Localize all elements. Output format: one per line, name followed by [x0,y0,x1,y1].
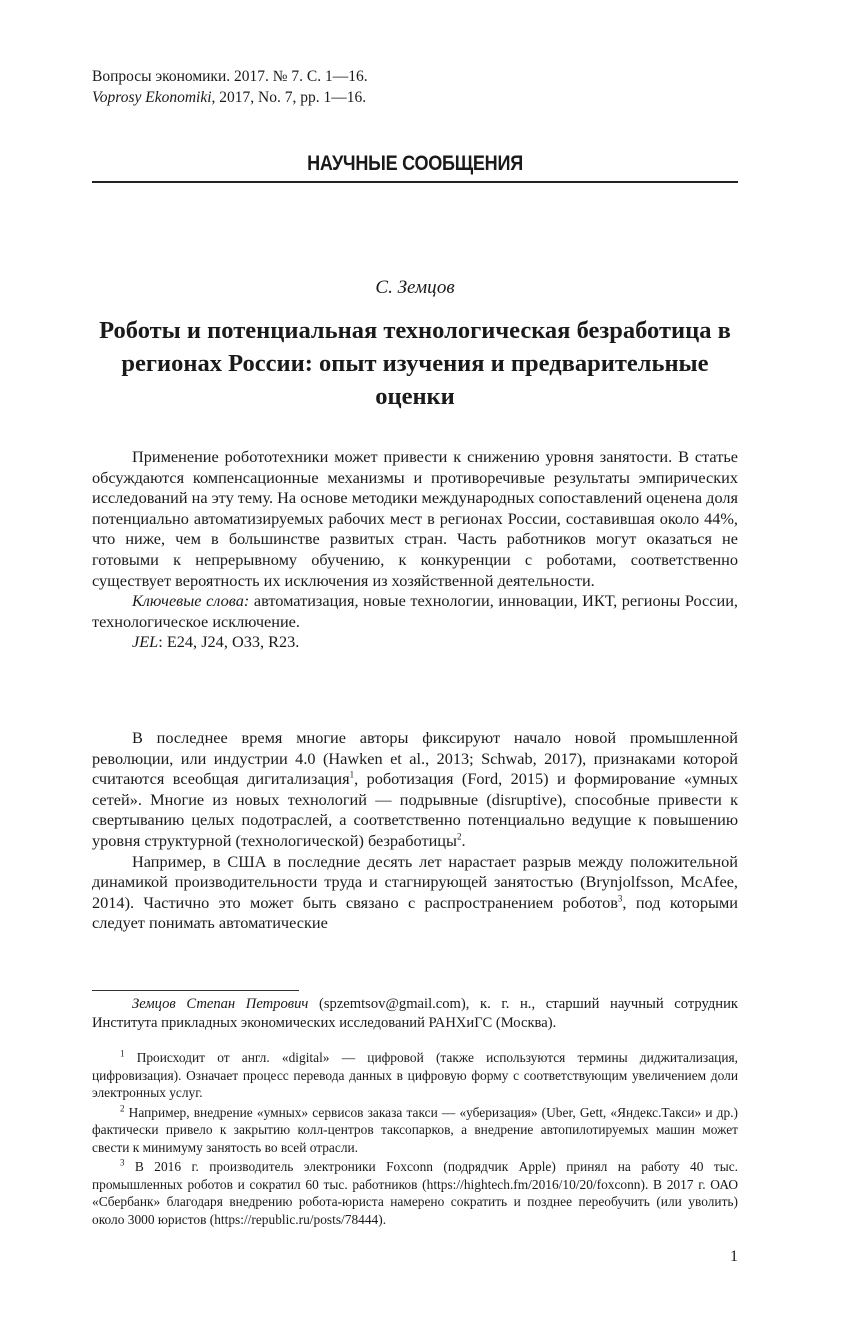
footnote-ref-3[interactable]: 3 [617,893,623,904]
footnote-text: В 2016 г. производитель электроники Foxconn (подрядчик Apple) принял на работу 40 тыс. промышленных роботов и сократил 60 тыс. работников (https://hightech.fm/2016/10/20/foxconn). В 2017 г. ОАО «Сбербанк» благодаря внедрению робота-юриста намерено сократить и позднее переобучить (или уволить) около 3000 юристов (https://republic.ru/posts/78444). [92,1159,738,1227]
page-number: 1 [730,1248,738,1265]
abstract [92,447,738,653]
article-title: Роботы и потенциальная технологическая безработица в регионах России: опыт изучения и предварительные оценки [99,317,731,410]
footnote-1 [92,1049,738,1102]
footnote-2 [92,1104,738,1157]
keywords [92,591,738,632]
keywords-list: автоматизация, новые технологии, инновации, ИКТ, регионы России, технологическое исключение. [92,591,738,631]
article-body [92,728,738,934]
body-text: В последнее время многие авторы фиксируют начало новой промышленной революции, или индустрии 4.0 (Hawken et al., 2013; Schwab, 2017), признаками которой считаются всеобщая дигитализация [92,728,738,789]
abstract-text: Применение робототехники может привести к снижению уровня занятости. В статье обсуждаются компенсационные механизмы и противоречивые результаты эмпирических исследований на эту тему. На основе методики международных сопоставлений оценена доля потенциально автоматизируемых рабочих мест в регионах России, составившая около 44%, что ниже, чем в большинстве развитых стран. Часть работников могут оказаться не готовыми к непрерывному обучению, к конкуренции с роботами, соответственно существует вероятность их исключения из хозяйственной деятельности. [92,447,738,590]
journal-header [92,66,738,108]
body-paragraph-1 [92,728,738,852]
section-rule [92,181,738,183]
author-info [92,995,738,1033]
body-text: . [461,830,466,850]
section-heading: НАУЧНЫЕ СООБЩЕНИЯ [307,152,523,175]
footnote-separator [92,990,299,991]
journal-citation-en [92,87,738,108]
footnote-number: 1 [120,1048,125,1059]
body-text: Например, в США в последние десять лет нарастает разрыв между положительной динамикой производительности труда и стагнирующей занятостью (Brynjolfsson, McAfee, 2014). Частично это может быть связано с распространением роботов [92,851,738,912]
footnote-text: Например, внедрение «умных» сервисов заказа такси — «уберизация» (Uber, Gett, «Яндекс.Такси» и др.) фактически привело к закрытию колл-центров таксопарков, а внедрение автопилотируемых машин может свести к минимуму занятость во всей отрасли. [92,1104,738,1155]
jel-codes [92,632,738,653]
author-details: (spzemtsov@gmail.com), к. г. н., старший научный сотрудник Института прикладных экономических исследований РАНХиГС (Москва). [92,996,739,1031]
journal-citation-ru: Вопросы экономики. 2017. № 7. С. 1—16. [92,68,368,85]
footnote-text: Происходит от англ. «digital» — цифровой (также используются термины диджитализация, цифровизация). Означает процесс перевода данных в цифровую форму с соответствующим увеличением доли электронных услуг. [92,1050,738,1100]
jel-label: JEL [132,632,159,652]
article-author: С. Земцов [375,277,455,298]
jel-list: : E24, J24, O33, R23. [158,632,300,652]
footnote-number: 3 [120,1157,125,1168]
footnotes [92,1049,738,1228]
journal-issue-en: , 2017, No. 7, pp. 1—16. [211,89,367,106]
body-text: , под которыми следует понимать автоматические [92,892,738,933]
body-paragraph-2 [92,852,738,934]
footnote-number: 2 [120,1103,125,1114]
body-text: , роботизация (Ford, 2015) и формирование «умных сетей». Многие из новых технологий — подрывные (disruptive), способные привести к свертыванию целых подотраслей, а соответственно потенциально ведущие к повышению уровня структурной (технологической) безработицы [92,769,738,850]
journal-name-en: Voprosy Ekonomiki [92,89,212,106]
keywords-label: Ключевые слова: [132,591,250,611]
footnote-ref-1[interactable]: 1 [349,769,355,780]
author-full-name: Земцов Степан Петрович [132,996,309,1012]
footnote-ref-2[interactable]: 2 [456,831,462,842]
footnote-3 [92,1158,738,1228]
